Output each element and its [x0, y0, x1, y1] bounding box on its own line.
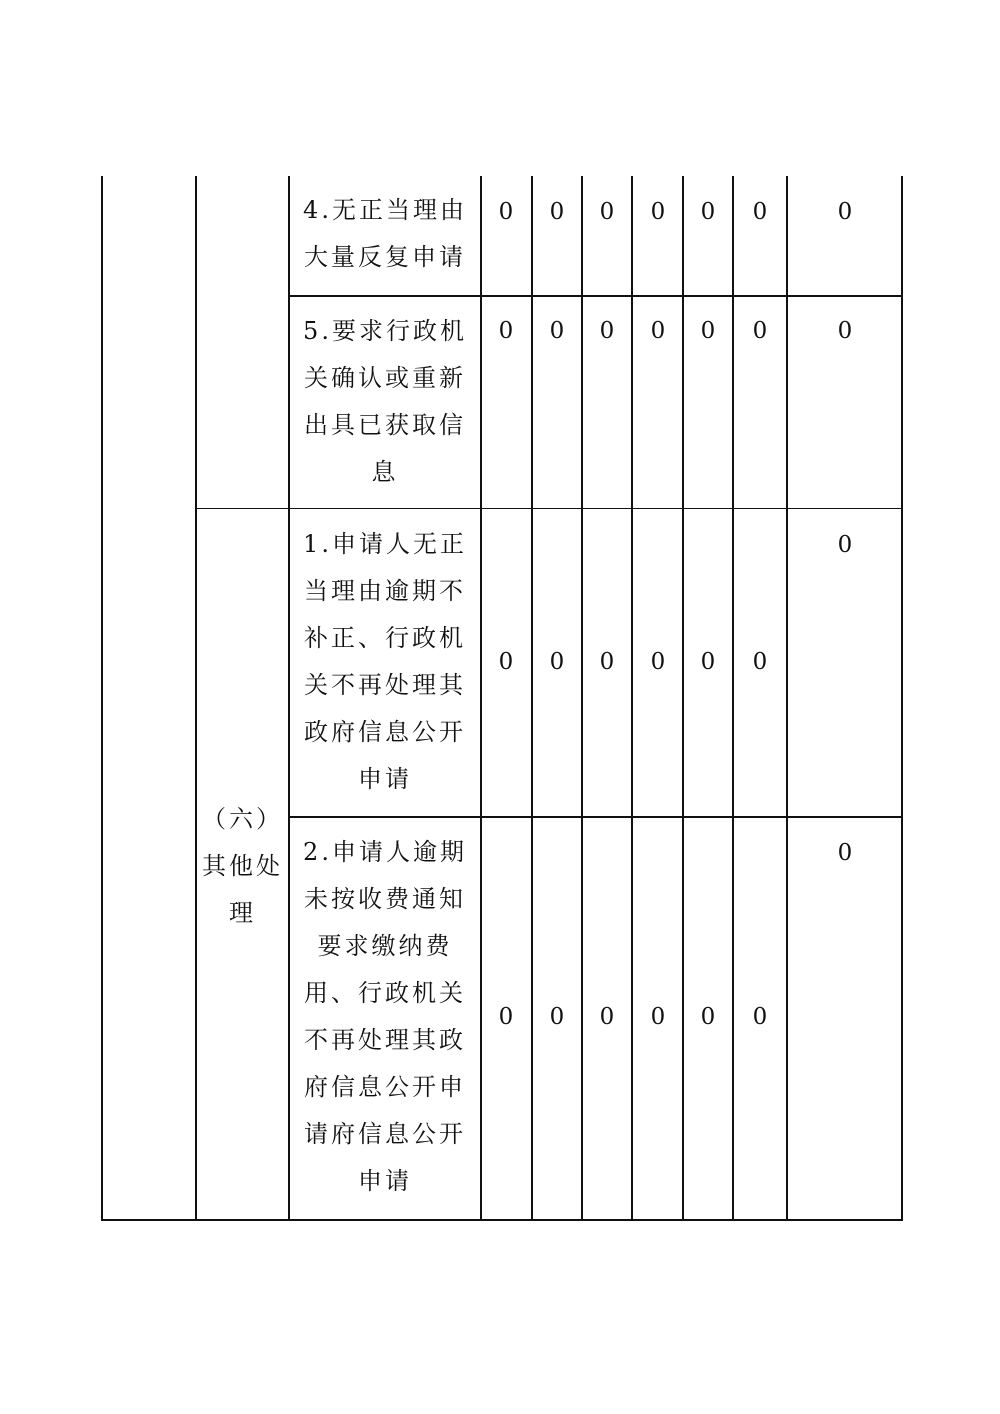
description-line: 补正、行政机 — [304, 624, 466, 652]
column-divider — [531, 176, 533, 1221]
value-cell: 0 — [837, 199, 853, 225]
description-line: 大量反复申请 — [304, 243, 466, 271]
value-cell: 0 — [752, 318, 768, 344]
value-cell: 0 — [752, 1004, 768, 1030]
description-line: 未按收费通知 — [304, 885, 466, 913]
value-cell: 0 — [599, 649, 615, 675]
description-line: 出具已获取信 — [304, 411, 466, 439]
row-description — [290, 818, 480, 1205]
description-line: 申请 — [358, 1167, 412, 1195]
description-line: 5.要求行政机 — [303, 317, 467, 345]
category-line: 理 — [229, 899, 256, 927]
value-cell: 0 — [752, 199, 768, 225]
row-description — [290, 510, 480, 803]
column-divider — [682, 176, 684, 1221]
value-cell: 0 — [650, 199, 666, 225]
description-line: 2.申请人逾期 — [303, 838, 467, 866]
value-cell: 0 — [549, 649, 565, 675]
value-cell: 0 — [650, 1004, 666, 1030]
value-cell: 0 — [498, 649, 514, 675]
column-divider — [786, 176, 788, 1221]
value-cell: 0 — [599, 318, 615, 344]
description-line: 关确认或重新 — [304, 364, 466, 392]
category-line: （六） — [202, 805, 283, 833]
value-cell: 0 — [599, 199, 615, 225]
value-cell: 0 — [650, 649, 666, 675]
row-description — [290, 297, 480, 496]
description-line: 关不再处理其 — [304, 671, 466, 699]
description-line: 当理由逾期不 — [304, 577, 466, 605]
category-label — [197, 796, 288, 937]
description-line: 要求缴纳费 — [317, 932, 453, 960]
value-cell: 0 — [549, 318, 565, 344]
table-border-left — [101, 176, 103, 1221]
description-line: 请府信息公开 — [304, 1120, 466, 1148]
value-cell: 0 — [837, 840, 853, 866]
column-divider — [631, 176, 633, 1221]
column-divider — [581, 176, 583, 1221]
value-cell: 0 — [700, 199, 716, 225]
description-line: 不再处理其政 — [304, 1026, 466, 1054]
value-cell: 0 — [498, 1004, 514, 1030]
description-line: 申请 — [358, 765, 412, 793]
table-border-bottom — [101, 1219, 903, 1221]
description-line: 政府信息公开 — [304, 718, 466, 746]
value-cell: 0 — [599, 1004, 615, 1030]
value-cell: 0 — [837, 318, 853, 344]
description-line: 1.申请人无正 — [303, 530, 467, 558]
description-line: 府信息公开申 — [304, 1073, 466, 1101]
value-cell: 0 — [752, 649, 768, 675]
value-cell: 0 — [700, 318, 716, 344]
column-divider — [195, 176, 197, 1221]
value-cell: 0 — [498, 318, 514, 344]
description-line: 4.无正当理由 — [303, 196, 467, 224]
value-cell: 0 — [549, 1004, 565, 1030]
value-cell: 0 — [700, 1004, 716, 1030]
value-cell: 0 — [549, 199, 565, 225]
table-border-right — [901, 176, 903, 1221]
value-cell: 0 — [837, 532, 853, 558]
column-divider — [480, 176, 482, 1221]
row-description — [290, 176, 480, 281]
description-line: 息 — [371, 458, 399, 486]
value-cell: 0 — [700, 649, 716, 675]
description-line: 用、行政机关 — [304, 979, 466, 1007]
category-line: 其他处 — [202, 852, 283, 880]
column-divider — [732, 176, 734, 1221]
value-cell: 0 — [498, 199, 514, 225]
value-cell: 0 — [650, 318, 666, 344]
row-divider — [195, 508, 903, 509]
